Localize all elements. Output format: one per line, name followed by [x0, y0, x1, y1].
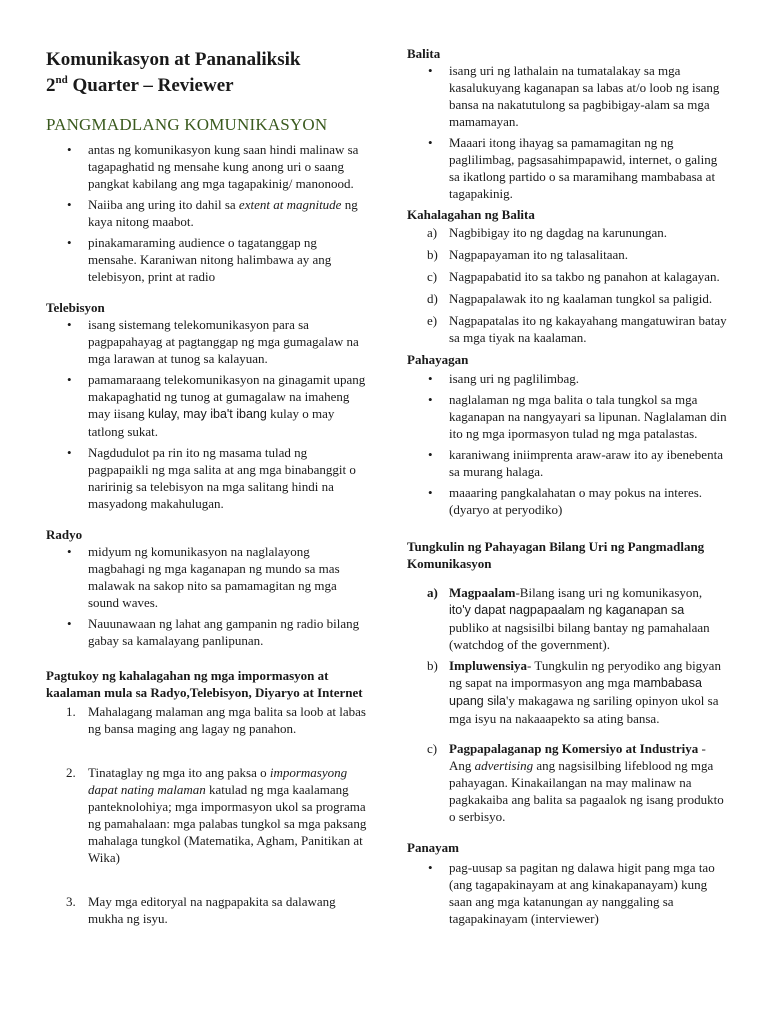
list-item: b) Impluwensiya- Tungkulin ng peryodiko ang bigyan ng sapat na impormasyon ang mga mambabasa upang sila'y makagawa ng sariling opinyon ukol sa mga isyu na nakaaapekto sa ating bansa.	[427, 658, 721, 726]
list-item: • isang sistemang telekomunikasyon para sa pagpapahayag at pagtanggap ng mga gumagalaw na mga larawan at tunog sa kalayuan.	[46, 316, 368, 367]
balita-list	[407, 62, 727, 202]
list-item: • Nauunawaan ng lahat ang gampanin ng radio bilang gabay sa kamalayang panlipunan.	[46, 615, 368, 649]
list-item: 1. Mahalagang malaman ang mga balita sa loob at labas ng bansa maging ang lagay ng panahon.	[66, 704, 366, 736]
section-heading-pangmadlang: PANGMADLANG KOMUNIKASYON	[46, 115, 328, 134]
title-line-2: 2nd Quarter – Reviewer	[46, 73, 234, 96]
list-item: a) Magpaalam-Bilang isang uri ng komunikasyon, ito'y dapat nagpapaalam ng kaganapan sa publiko at nagsisilbi bilang bantay ng pamahalaan (watchdog of the government).	[427, 585, 710, 652]
section-heading-telebisyon: Telebisyon	[46, 300, 105, 315]
section-heading-balita: Balita	[407, 46, 441, 61]
list-item: • midyum ng komunikasyon na naglalayong magbahagi ng mga kaganapan ng mundo sa mas malawak na sakop nito sa pamamagitan ng mga sound waves.	[46, 543, 368, 611]
right-column	[407, 0, 727, 931]
list-item: • pinakamaraming audience o tagatanggap ng mensahe. Karaniwan nitong halimbawa ay ang telebisyon, print at radio	[46, 234, 368, 285]
list-item: • isang uri ng paglilimbag.	[407, 370, 727, 387]
pangmadlang-list	[46, 141, 368, 285]
panayam-list	[407, 859, 727, 927]
section-heading-panayam: Panayam	[407, 840, 459, 855]
list-item: a) Nagbibigay ito ng dagdag na karunungan.	[427, 225, 668, 240]
list-item: 3. May mga editoryal na nagpapakita sa dalawang mukha ng isyu.	[66, 894, 336, 926]
list-item: e) Nagpapatalas ito ng kakayahang mangatuwiran batay sa mga tiyak na kaalaman.	[427, 313, 727, 345]
tungkulin-list	[407, 584, 727, 825]
list-item: • Maaari itong ihayag sa pamamagitan ng ng paglilimbag, pagsasahimpapawid, internet, o galing sa ikatlong partido o sa maramihang mambabasa at tagapakinig.	[407, 134, 727, 202]
list-item: • Naiiba ang uring ito dahil sa extent at magnitude ng kaya nitong maabot.	[46, 196, 368, 230]
list-item: • pag-uusap sa pagitan ng dalawa higit pang mga tao (ang tagapakinayam at ang kinakapanayam) kung saan ang mga katanungan ay nanggaling sa tagapakinayam (interviewer)	[407, 859, 727, 927]
list-item: • isang uri ng lathalain na tumatalakay sa mga kasalukuyang kaganapan sa labas at/o loob ng isang bansa na nakatutulong sa pagbibigay-alam sa mga mamamayan.	[407, 62, 727, 130]
pahayagan-list	[407, 370, 727, 518]
list-item: 2. Tinataglay ng mga ito ang paksa o impormasyong dapat nating malaman katulad ng mga kaalamang panteknolohiya; mga impormasyon ukol sa programa ng pamahalaan: mga palabas tungkol sa mga paksang mahalaga tungkol (Matematika, Agham, Panitikan at Wika)	[66, 765, 367, 865]
list-item: • antas ng komunikasyon kung saan hindi malinaw sa tagapaghatid ng mensahe kung anong uri o saang pangkat kabilang ang mga tagapakinig/ manonood.	[46, 141, 368, 192]
section-heading-pagtukoy: Pagtukoy ng kahalagahan ng mga impormasyon at kaalaman mula sa Radyo,Telebisyon, Diyaryo at Internet	[46, 668, 363, 700]
list-item: • karaniwang iniimprenta araw-araw ito ay ibenebenta sa murang halaga.	[407, 446, 727, 480]
kahalagahan-list	[407, 224, 727, 346]
list-item: d) Nagpapalawak ito ng kaalaman tungkol sa paligid.	[427, 291, 713, 306]
list-item: • pamamaraang telekomunikasyon na ginagamit upang makapaghatid ng tunog at gumagalaw na imaheng may iisang kulay, may iba't ibang kulay o may tatlong sukat.	[46, 371, 368, 440]
pagtukoy-list	[46, 703, 368, 927]
document-title: Komunikasyon at Pananaliksik 2nd Quarter – Reviewer	[46, 49, 301, 96]
section-heading-pahayagan: Pahayagan	[407, 352, 469, 367]
list-item: • Nagdudulot pa rin ito ng masama tulad ng pagpapaikli ng mga salita at ang mga binabanggit o naririnig sa telebisyon na mga salitang hindi na masyadong makahulugan.	[46, 444, 368, 512]
section-heading-tungkulin: Tungkulin ng Pahayagan Bilang Uri ng Pangmadlang Komunikasyon	[407, 539, 705, 571]
list-item: • naglalaman ng mga balita o tala tungkol sa mga kaganapan na nangyayari sa lipunan. Naglalaman din ito ng mga ipormasyon tulad ng mga patalastas.	[407, 391, 727, 442]
left-column	[46, 0, 368, 927]
telebisyon-list	[46, 316, 368, 512]
section-heading-kahalagahan: Kahalagahan ng Balita	[407, 207, 535, 222]
radyo-list	[46, 543, 368, 649]
list-item: • maaaring pangkalahatan o may pokus na interes. (dyaryo at peryodiko)	[407, 484, 727, 518]
list-item: b) Nagpapayaman ito ng talasalitaan.	[427, 247, 629, 262]
list-item: c) Nagpapabatid ito sa takbo ng panahon at kalagayan.	[427, 269, 720, 284]
section-heading-radyo: Radyo	[46, 527, 83, 542]
list-item: c) Pagpapalaganap ng Komersiyo at Industriya - Ang advertising ang nagsisilbing lifeblood ng mga pahayagan. Kinakailangan na may malinaw na pagkakaiba ang balita sa pagaalok ng isang produkto o serbisyo.	[427, 741, 724, 824]
